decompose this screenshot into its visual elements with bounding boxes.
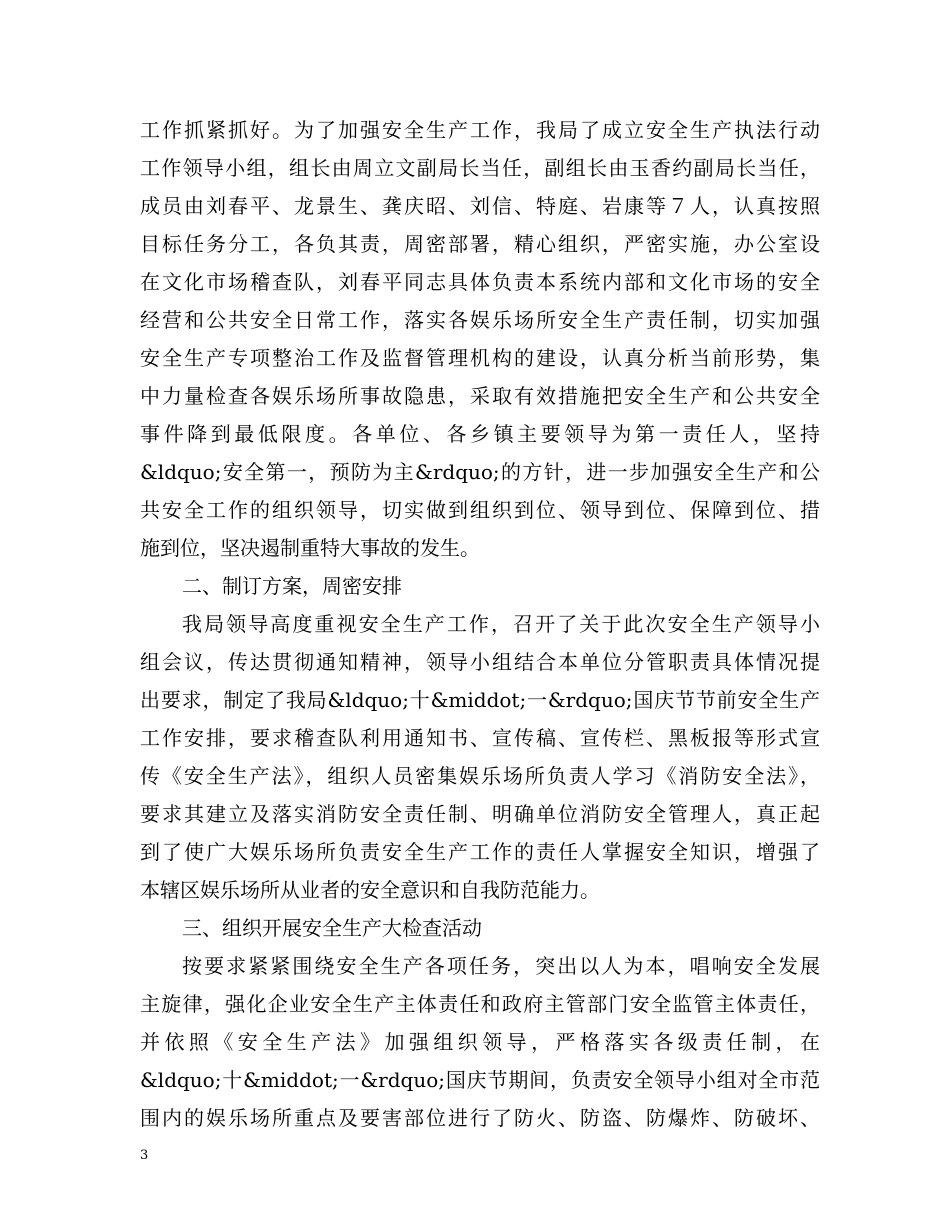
body-text-line: 围内的娱乐场所重点及要害部位进行了防火、防盗、防爆炸、防破坏、 [140,1106,820,1130]
body-text-line: 按要求紧紧围绕安全生产各项任务，突出以人为本，唱响安全发展 [182,954,820,978]
body-text-line: 中力量检查各娱乐场所事故隐患，采取有效措施把安全生产和公共安全 [140,384,820,408]
body-text-line: 工作领导小组，组长由周立文副局长当任，副组长由玉香约副局长当任， [140,156,820,180]
body-text-line: 传《安全生产法》，组织人员密集娱乐场所负责人学习《消防安全法》， [140,764,820,788]
body-text-line: 工作抓紧抓好。为了加强安全生产工作，我局了成立安全生产执法行动 [140,118,820,142]
body-text-line: 在文化市场稽查队，刘春平同志具体负责本系统内部和文化市场的安全 [140,270,820,294]
body-text-line: 施到位，坚决遏制重特大事故的发生。 [140,536,480,560]
body-text-line: 安全生产专项整治工作及监督管理机构的建设，认真分析当前形势，集 [140,346,820,370]
section-heading: 二、制订方案，周密安排 [182,574,402,598]
page-number: 3 [140,1148,149,1163]
body-text-line: 共安全工作的组织领导，切实做到组织到位、领导到位、保障到位、措 [140,498,820,522]
body-text-line: 组会议，传达贯彻通知精神，领导小组结合本单位分管职责具体情况提 [140,650,820,674]
body-text-line: 本辖区娱乐场所从业者的安全意识和自我防范能力。 [140,878,600,902]
body-text-line: 成员由刘春平、龙景生、龚庆昭、刘信、特庭、岩康等７人，认真按照 [140,194,820,218]
body-text-line: 目标任务分工，各负其责，周密部署，精心组织，严密实施，办公室设 [140,232,820,256]
body-text-line: 并依照《安全生产法》加强组织领导，严格落实各级责任制，在 [140,1030,820,1054]
body-text-line: &ldquo;安全第一，预防为主&rdquo;的方针，进一步加强安全生产和公 [140,460,820,484]
body-text-line: 到了使广大娱乐场所负责安全生产工作的责任人掌握安全知识，增强了 [140,840,820,864]
body-text-line: 我局领导高度重视安全生产工作，召开了关于此次安全生产领导小 [182,612,820,636]
section-heading: 三、组织开展安全生产大检查活动 [182,916,482,940]
body-text-line: 工作安排，要求稽查队利用通知书、宣传稿、宣传栏、黑板报等形式宣 [140,726,820,750]
body-text-line: 主旋律，强化企业安全生产主体责任和政府主管部门安全监管主体责任， [140,992,820,1016]
body-text-line: 出要求，制定了我局&ldquo;十&middot;一&rdquo;国庆节节前安全生产 [140,688,820,712]
body-text-line: &ldquo;十&middot;一&rdquo;国庆节期间，负责安全领导小组对全市范 [140,1068,820,1092]
body-text-line: 经营和公共安全日常工作，落实各娱乐场所安全生产责任制，切实加强 [140,308,820,332]
body-text-line: 要求其建立及落实消防安全责任制、明确单位消防安全管理人，真正起 [140,802,820,826]
body-text-line: 事件降到最低限度。各单位、各乡镇主要领导为第一责任人，坚持 [140,422,820,446]
